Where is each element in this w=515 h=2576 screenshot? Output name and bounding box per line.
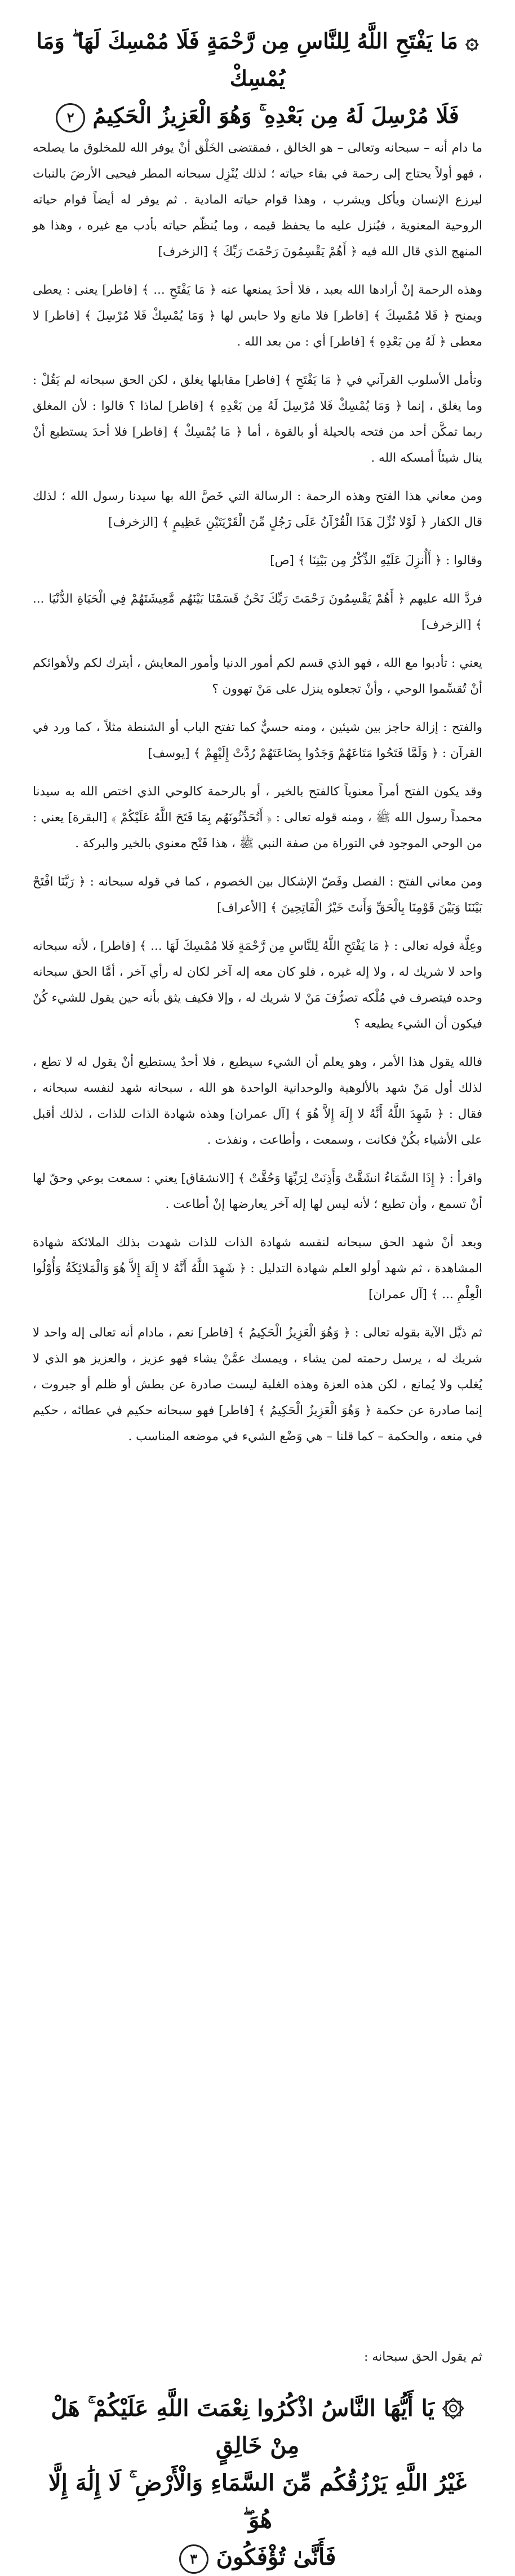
verse-text: مَا يَفْتَحِ اللَّهُ لِلنَّاسِ مِن رَّحْمَةٍ فَلَا مُمْسِكَ لَهَا ۖ وَمَا يُمْسِكْ (36, 28, 458, 91)
closing-line: ثم يقول الحق سبحانه : (363, 2350, 482, 2364)
verse-line (34, 97, 481, 134)
paragraph: وقالوا : ﴿ أَأُنزِلَ عَلَيْهِ الذِّكْرُ مِن بَيْنِنَا ﴾ [ص] (270, 554, 482, 568)
verse-number: ٣ (179, 2544, 208, 2574)
verse-text: فَأَنَّىٰ تُؤْفَكُونَ (216, 2544, 336, 2570)
verse-line (34, 2390, 481, 2464)
paragraph: وتأمل الأسلوب القرآني في ﴿ مَا يَفْتَحِ ﴾ [فاطر] مقابلها يغلق ، لكن الحق سبحانه لم يَقُلْ : وما يغلق ، إنما ﴿ وَمَا يُمْسِكْ فَلا مُرْسِلَ لَهُ مِن بَعْدِهِ ﴾ [فاطر] لماذا ؟ قالوا : لأن المغلق ربما تمكَّن أحد من فتحه بالحيلة أو بالقوة ، أما ﴿ مَا يُمْسِكْ ﴾ [فاطر] فلا أحدَ يستطيع أنْ ينال شيئاً أمسكه الله . (33, 373, 482, 465)
ornament-icon: ۞ (442, 2395, 464, 2422)
paragraph: يعني : تأدبوا مع الله ، فهو الذي قسم لكم أمور الدنيا وأمور المعايش ، أيترك لكم ولأهوائكم أنْ تُقسِّموا الوحي ، وأنْ تجعلوه ينزل على مَنْ تهوون ؟ (33, 656, 482, 696)
verse-line (34, 2464, 481, 2539)
paragraph: وبعد أنْ شهد الحق سبحانه لنفسه شهادة الذات للذات شهدت بذلك الملائكة شهادة المشاهدة ، ثم شهد أولو العلم شهادة التدليل : ﴿ شَهِدَ اللَّهُ أَنَّهُ لا إِلَهَ إِلاَّ هُوَ وَالْمَلائِكَةُ وَأُوْلُوا الْعِلْمِ ... ﴾ [آل عمران] (33, 1236, 482, 1302)
paragraph: وعِلَّة قوله تعالى : ﴿ مَا يَفْتَحِ اللَّهُ لِلنَّاسِ مِن رَّحْمَةٍ فَلا مُمْسِكَ لَهَا ... ﴾ [فاطر] ، لأنه سبحانه واحد لا شريك له ، ولا إله غيره ، فلو كان معه إله آخر لكان له رأي آخر ، أمَّا الحق سبحانه وحده فيتصرف في مُلْكه تصرُّفَ مَنْ لا شريك له ، وإلا فكيف يثق بأنه حين يقول للشيء كُنْ فيكون أن الشيء يطيعه ؟ (33, 939, 482, 1031)
paragraph: والفتح : إزالة حاجز بين شيئين ، ومنه حسيٌّ كما تفتح الباب أو الشنطة مثلاً ، كما ورد في القرآن : ﴿ وَلَمَّا فَتَحُوا مَتَاعَهُمْ وَجَدُوا بِضَاعَتَهُمْ رُدَّتْ إِلَيْهِمْ ﴾ [يوسف] (33, 720, 482, 760)
verse-footer (34, 2390, 481, 2570)
verse-header (34, 23, 481, 128)
paragraph: ومن معاني هذا الفتح وهذه الرحمة : الرسالة التي خَصَّ الله بها سيدنا رسول الله ؛ لذلك قال الكفار ﴿ لَوْلا نُزِّلَ هَذَا الْقُرْآنُ عَلَى رَجُلٍ مِّنَ الْقَرْيَتَيْنِ عَظِيمٍ ﴾ [الزخرف] (33, 489, 482, 529)
verse-text: فَلَا مُرْسِلَ لَهُ مِن بَعْدِهِ ۚ وَهُوَ الْعَزِيزُ الْحَكِيمُ (92, 103, 459, 128)
verse-line (34, 2539, 481, 2576)
verse-text: يَا أَيُّهَا النَّاسُ اذْكُرُوا نِعْمَتَ اللَّهِ عَلَيْكُمْ ۚ هَلْ مِنْ خَالِقٍ (51, 2395, 434, 2459)
paragraph: فردَّ الله عليهم ﴿ أَهُمْ يَقْسِمُونَ رَحْمَتَ رَبِّكَ نَحْنُ قَسَمْنَا بَيْنَهُم مَّعِيشَتَهُمْ فِي الْحَيَاةِ الدُّنْيَا ... ﴾ [الزخرف] (33, 592, 482, 632)
verse-number: ٢ (56, 103, 85, 132)
commentary-body (33, 135, 482, 1462)
ornament-icon: ۞ (465, 28, 479, 54)
verse-text: غَيْرُ اللَّهِ يَرْزُقُكُم مِّنَ السَّمَاءِ وَالْأَرْضِ ۚ لَا إِلَٰهَ إِلَّا هُوَ ۖ (48, 2469, 467, 2533)
paragraph: وقد يكون الفتح أمراً معنوياً كالفتح بالخير ، أو بالرحمة كالوحي الذي اختص الله به سيدنا محمداً رسول الله ﷺ ، ومنه قوله تعالى : ﴿ أَتُحَدِّثُونَهُم بِمَا فَتَحَ اللَّهُ عَلَيْكُمْ ﴾ [البقرة] يعني : من الوحي الموجود في التوراة من صفة النبي ﷺ ، هذا فَتْح معنوي بالخير والبركة . (33, 785, 482, 851)
paragraph: ثم ذيَّل الآية بقوله تعالى : ﴿ وَهُوَ الْعَزِيزُ الْحَكِيمُ ﴾ [فاطر] نعم ، مادام أنه تعالى إله واحد لا شريك له ، يرسل رحمته لمن يشاء ، ويمسك عمَّنْ يشاء فهو عزيز ، والعزيز هو الذي لا يُغلب ولا يُمانع ، لكن هذه العزة وهذه الغلبة ليست صادرة عن بطش أو ظلم أو جبروت ، إنما صادرة عن حكمة ﴿ وَهُوَ الْعَزِيزُ الْحَكِيمُ ﴾ [فاطر] فهو سبحانه حكيم في عطائه ، حكيم في منعه ، والحكمة – كما قلنا – هي وَضْع الشيء في موضعه المناسب . (33, 1326, 482, 1444)
paragraph: ومن معاني الفتح : الفصل وفَضّ الإشكال بين الخصوم ، كما في قوله سبحانه : ﴿ رَبَّنَا افْتَحْ بَيْنَنَا وَبَيْنَ قَوْمِنَا بِالْحَقِّ وَأَنتَ خَيْرُ الْفَاتِحِينَ ﴾ [الأعراف] (33, 875, 482, 915)
paragraph: وهذه الرحمة إنْ أرادها الله بعبد ، فلا أحدَ يمنعها عنه ﴿ مَا يَفْتَحِ ... ﴾ [فاطر] يعنى : يعطى ويمنح ﴿ فَلا مُمْسِكَ ﴾ [فاطر] فلا مانع ولا حابس لها ﴿ وَمَا يُمْسِكْ فَلا مُرْسِلَ ﴾ [فاطر] لا معطى ﴿ لَهُ مِن بَعْدِهِ ﴾ [فاطر] أي : من بعد الله . (33, 283, 482, 349)
paragraph: فالله يقول هذا الأمر ، وهو يعلم أن الشيء سيطيع ، فلا أحدٌ يستطيع أنْ يقول له لا تطع ، لذلك أول مَنْ شهد بالألوهية والوحدانية الواحدة هو الله ، سبحانه شهد لنفسه سبحانه ، فقال : ﴿ شَهِدَ اللَّهُ أَنَّهُ لا إِلَهَ إِلاَّ هُوَ ﴾ [آل عمران] وهذه شهادة الذات للذات ، لذلك أقبل على الأشياء بكُنْ فكانت ، وسمعت ، وأطاعت ، ونفذت . (33, 1055, 482, 1147)
paragraph: ما دام أنه – سبحانه وتعالى – هو الخالق ، فمقتضى الخَلْق أنْ يوفر الله للمخلوق ما يصلحه ، فهو أولاً يحتاج إلى رحمة في بقاء حياته ؛ لذلك يُنْزِل سبحانه المطر فيحيى الأرضَ بالنبات ليرزع الإنسان ويأكل ويشرب ، وهذا قوام حياته المادية . ثم يوفر له أيضاً قوام حياته الروحية المعنوية ، فيُنزل عليه ما يحفظ قيمه ، وما يُنظّم حياته بأدب مع غيره ، وهذا هو المنهج الذي قال الله فيه ﴿ أَهُمْ يَقْسِمُونَ رَحْمَتَ رَبِّكَ ﴾ [الزخرف] (33, 141, 482, 259)
verse-line (34, 23, 481, 97)
paragraph: واقرأ : ﴿ إِذَا السَّمَاءُ انشَقَّتْ وَأَذِنَتْ لِرَبِّهَا وَحُقَّتْ ﴾ [الانشقاق] يعني : سمعت بوعي وحقّ لها أنْ تسمع ، وأن تطيع ؛ لأنه ليس لها إله آخر يعارضها إنْ أطاعت . (33, 1171, 482, 1211)
